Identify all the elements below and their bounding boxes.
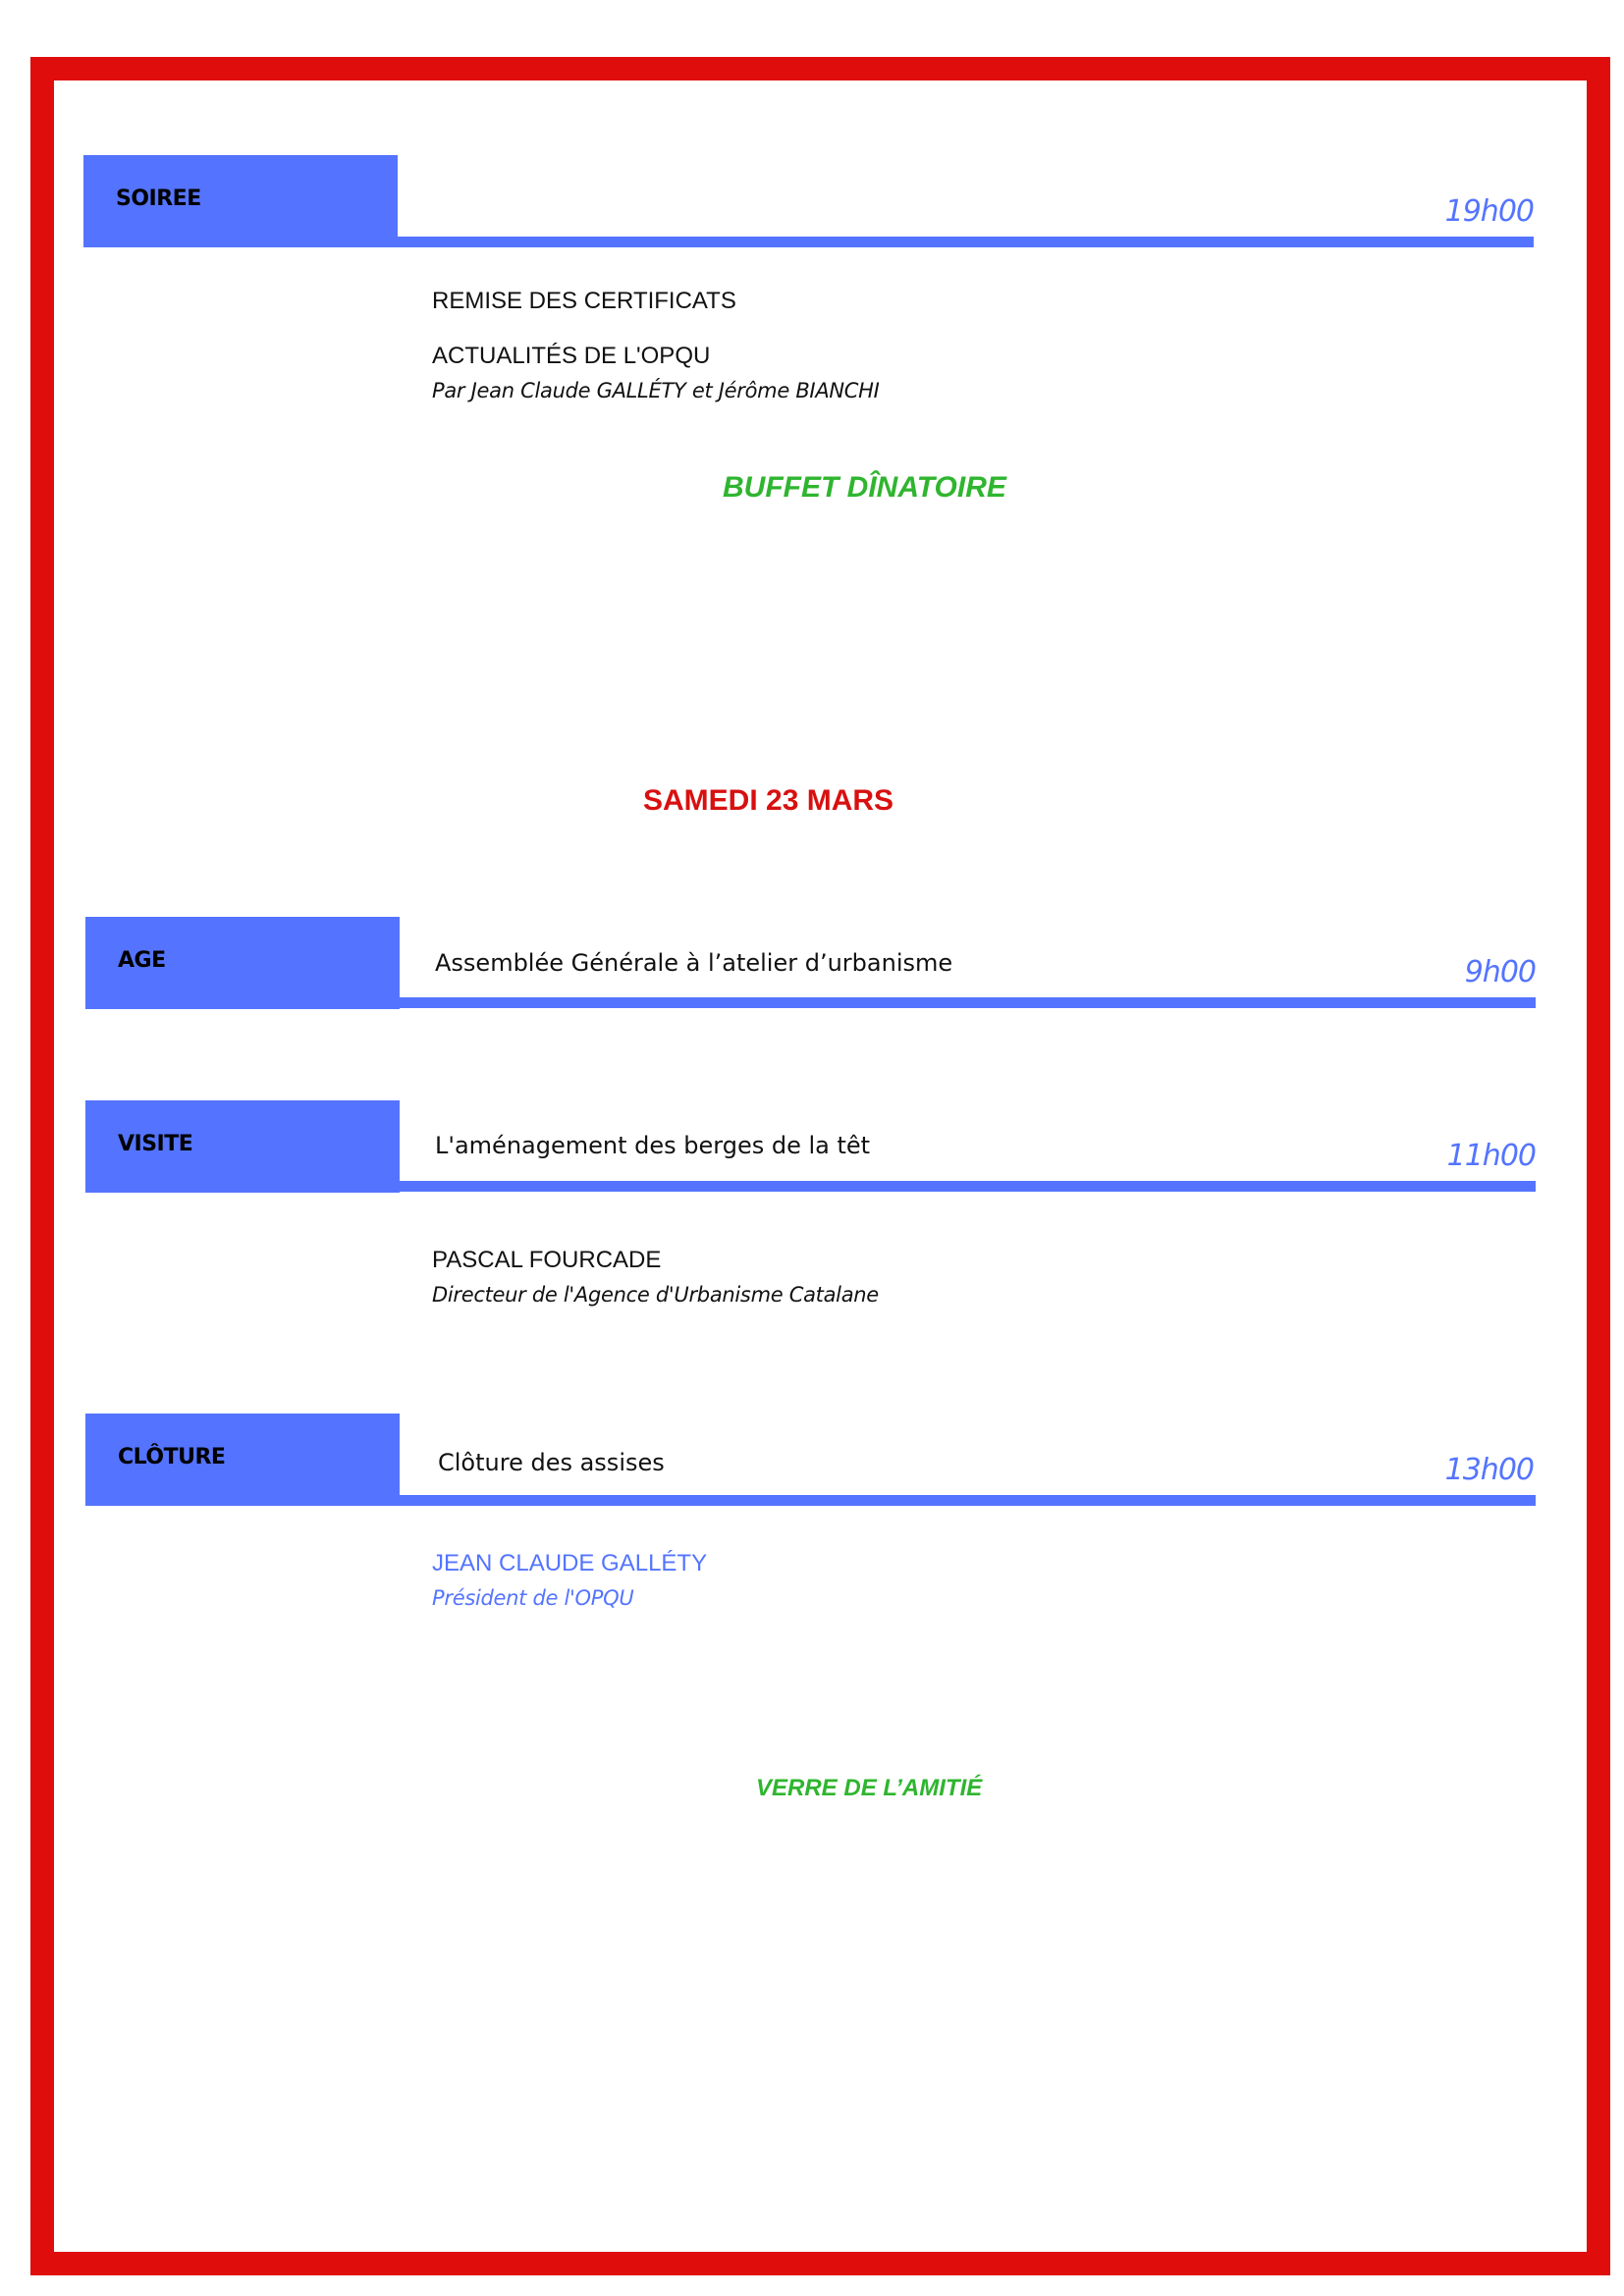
section-rule (400, 1495, 1536, 1506)
section-label: CLÔTURE (118, 1445, 226, 1469)
closing-highlight: VERRE DE L’AMITIÉ (756, 1775, 983, 1801)
speaker-role: Président de l'OPQU (432, 1586, 634, 1610)
section-label: SOIREE (116, 187, 201, 211)
section-time: 19h00 (1444, 194, 1534, 229)
buffet-highlight: BUFFET DÎNATOIRE (723, 471, 1006, 504)
section-rule (398, 237, 1534, 247)
speaker-name: PASCAL FOURCADE (432, 1247, 662, 1273)
section-label: AGE (118, 948, 166, 973)
section-time: 13h00 (1444, 1453, 1534, 1487)
item-title: ACTUALITÉS DE L'OPQU (432, 343, 711, 369)
day-title: SAMEDI 23 MARS (643, 784, 894, 817)
section-time: 11h00 (1446, 1139, 1536, 1173)
speaker-name: JEAN CLAUDE GALLÉTY (432, 1550, 708, 1576)
section-title: L'aménagement des berges de la têt (435, 1132, 871, 1159)
section-time: 9h00 (1464, 955, 1536, 989)
section-title: Assemblée Générale à l’atelier d’urbanisme (435, 949, 953, 977)
item-subtitle: Par Jean Claude GALLÉTY et Jérôme BIANCHI (432, 379, 880, 402)
item-title: REMISE DES CERTIFICATS (432, 288, 736, 314)
speaker-role: Directeur de l'Agence d'Urbanisme Catalane (432, 1283, 879, 1307)
section-rule (400, 997, 1536, 1008)
section-rule (400, 1181, 1536, 1192)
section-title: Clôture des assises (438, 1449, 665, 1476)
section-label: VISITE (118, 1132, 193, 1156)
